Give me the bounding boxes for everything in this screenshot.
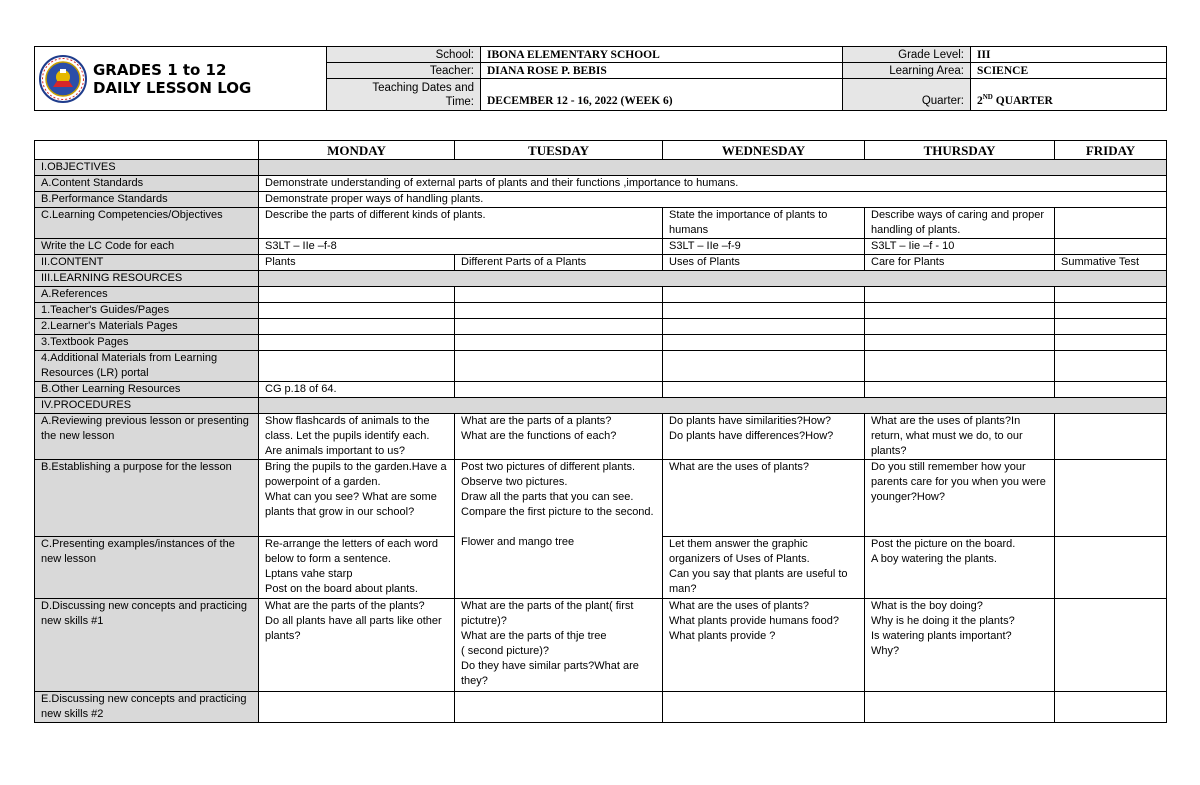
procedures-fill — [259, 398, 1167, 414]
competencies-fri — [1055, 208, 1167, 239]
establishing-wed: What are the uses of plants? — [663, 460, 865, 537]
cell — [1055, 319, 1167, 335]
quarter-sup: ND — [982, 93, 993, 102]
competencies-mon-tue: Describe the parts of different kinds of plants. — [259, 208, 663, 239]
cell — [865, 287, 1055, 303]
cell — [1055, 599, 1167, 692]
row-other-resources: B.Other Learning Resources — [35, 382, 259, 398]
competencies-thu: Describe ways of caring and proper handling of plants. — [865, 208, 1055, 239]
teacher-label: Teacher: — [327, 63, 481, 79]
presenting-wed: Let them answer the graphic organizers of Uses of Plants. Can you say that plants are useful to man? — [663, 537, 865, 599]
row-competencies: C.Learning Competencies/Objectives — [35, 208, 259, 239]
row-objectives: I.OBJECTIVES — [35, 160, 259, 176]
performance-standards-text: Demonstrate proper ways of handling plants. — [259, 192, 1167, 208]
cell — [1055, 287, 1167, 303]
presenting-thu: Post the picture on the board. A boy watering the plants. — [865, 537, 1055, 599]
dates-label-line-1: Teaching Dates and — [372, 81, 474, 94]
lc-mon-tue: S3LT – IIe –f-8 — [259, 239, 663, 255]
row-teachers-guides: 1.Teacher's Guides/Pages — [35, 303, 259, 319]
cell — [259, 335, 455, 351]
cell — [259, 692, 455, 723]
day-tuesday: TUESDAY — [455, 141, 663, 160]
cell — [1055, 537, 1167, 599]
cell — [455, 382, 663, 398]
corner-cell — [35, 141, 259, 160]
cell — [1055, 460, 1167, 537]
cell — [259, 319, 455, 335]
title-cell — [35, 47, 327, 111]
cell — [455, 351, 663, 382]
cell — [1055, 382, 1167, 398]
cell — [865, 319, 1055, 335]
learning-resources-fill — [259, 271, 1167, 287]
content-wed: Uses of Plants — [663, 255, 865, 271]
cell — [663, 382, 865, 398]
content-standards-text: Demonstrate understanding of external parts of plants and their functions ,importance to humans. — [259, 176, 1167, 192]
cell — [663, 351, 865, 382]
cell — [865, 335, 1055, 351]
row-textbook-pages: 3.Textbook Pages — [35, 335, 259, 351]
row-learners-materials: 2.Learner's Materials Pages — [35, 319, 259, 335]
reviewing-wed: Do plants have similarities?How? Do plants have differences?How? — [663, 414, 865, 460]
lc-wed: S3LT – IIe –f-9 — [663, 239, 865, 255]
reviewing-mon: Show flashcards of animals to the class. Let the pupils identify each. Are animals important to us? — [259, 414, 455, 460]
cell — [259, 303, 455, 319]
title-line-2: DAILY LESSON LOG — [93, 78, 252, 97]
lesson-log-table — [34, 140, 1167, 723]
cell — [663, 287, 865, 303]
cell — [1055, 414, 1167, 460]
day-friday: FRIDAY — [1055, 141, 1167, 160]
competencies-wed: State the importance of plants to humans — [663, 208, 865, 239]
cell — [1055, 303, 1167, 319]
row-discussing-2: E.Discussing new concepts and practicing new skills #2 — [35, 692, 259, 723]
cell — [1055, 692, 1167, 723]
header-table — [34, 46, 1167, 111]
content-tue: Different Parts of a Plants — [455, 255, 663, 271]
discussing1-mon: What are the parts of the plants? Do all plants have all parts like other plants? — [259, 599, 455, 692]
reviewing-tue: What are the parts of a plants? What are the functions of each? — [455, 414, 663, 460]
cell — [865, 382, 1055, 398]
teacher-value: DIANA ROSE P. BEBIS — [481, 63, 843, 79]
row-procedures: IV.PROCEDURES — [35, 398, 259, 414]
content-fri: Summative Test — [1055, 255, 1167, 271]
discussing1-tue: What are the parts of the plant( first pictutre)? What are the parts of thje tree ( second picture)? Do they have similar parts?What are they? — [455, 599, 663, 692]
row-lc-code: Write the LC Code for each — [35, 239, 259, 255]
cell — [259, 287, 455, 303]
discussing1-wed: What are the uses of plants? What plants provide humans food? What plants provide ? — [663, 599, 865, 692]
objectives-fill — [259, 160, 1167, 176]
reviewing-thu: What are the uses of plants?In return, what must we do, to our plants? — [865, 414, 1055, 460]
cell — [1055, 351, 1167, 382]
dates-label — [327, 79, 481, 111]
cell — [663, 303, 865, 319]
cell — [455, 287, 663, 303]
day-monday: MONDAY — [259, 141, 455, 160]
cell — [865, 692, 1055, 723]
cell — [259, 351, 455, 382]
quarter-num: 2 — [977, 95, 983, 107]
lesson-log-body — [34, 140, 1166, 723]
lc-fri — [1055, 239, 1167, 255]
cell — [455, 692, 663, 723]
content-mon: Plants — [259, 255, 455, 271]
cell — [455, 335, 663, 351]
cell — [865, 351, 1055, 382]
quarter-text: QUARTER — [992, 95, 1053, 107]
establishing-tue-text: Post two pictures of different plants. Observe two pictures. Draw all the parts that you can see. Compare the first picture to the second. — [461, 461, 654, 518]
row-content: II.CONTENT — [35, 255, 259, 271]
cell — [663, 319, 865, 335]
school-label: School: — [327, 47, 481, 63]
row-references: A.References — [35, 287, 259, 303]
cell — [455, 319, 663, 335]
establishing-tue-example: Flower and mango tree — [461, 536, 575, 548]
learning-area-value: SCIENCE — [971, 63, 1167, 79]
establishing-tue — [455, 460, 663, 599]
row-establishing: B.Establishing a purpose for the lesson — [35, 460, 259, 537]
cell — [865, 303, 1055, 319]
quarter-label: Quarter: — [843, 79, 971, 111]
day-thursday: THURSDAY — [865, 141, 1055, 160]
cell — [663, 335, 865, 351]
cell — [1055, 335, 1167, 351]
row-reviewing: A.Reviewing previous lesson or presenting the new lesson — [35, 414, 259, 460]
discussing1-thu: What is the boy doing? Why is he doing it the plants? Is watering plants important? Why? — [865, 599, 1055, 692]
lc-thu: S3LT – Iie –f - 10 — [865, 239, 1055, 255]
row-additional-materials: 4.Additional Materials from Learning Resources (LR) portal — [35, 351, 259, 382]
cell — [663, 692, 865, 723]
learning-area-label: Learning Area: — [843, 63, 971, 79]
other-resources-mon: CG p.18 of 64. — [259, 382, 455, 398]
row-learning-resources: III.LEARNING RESOURCES — [35, 271, 259, 287]
school-value: IBONA ELEMENTARY SCHOOL — [481, 47, 843, 63]
dates-value: DECEMBER 12 - 16, 2022 (WEEK 6) — [481, 79, 843, 111]
presenting-mon: Re-arrange the letters of each word below to form a sentence. Lptans vahe starp Post on the board about plants. — [259, 537, 455, 599]
day-wednesday: WEDNESDAY — [663, 141, 865, 160]
deped-seal-icon — [39, 55, 87, 103]
cell — [455, 303, 663, 319]
dates-label-line-2: Time: — [445, 95, 474, 108]
establishing-thu: Do you still remember how your parents care for you when you were younger?How? — [865, 460, 1055, 537]
establishing-mon: Bring the pupils to the garden.Have a powerpoint of a garden. What can you see? What are some plants that grow in our school? — [259, 460, 455, 537]
lesson-log-header — [34, 46, 1166, 110]
quarter-value — [971, 79, 1167, 111]
row-presenting: C.Presenting examples/instances of the new lesson — [35, 537, 259, 599]
grade-level-label: Grade Level: — [843, 47, 971, 63]
content-thu: Care for Plants — [865, 255, 1055, 271]
row-performance-standards: B.Performance Standards — [35, 192, 259, 208]
row-discussing-1: D.Discussing new concepts and practicing new skills #1 — [35, 599, 259, 692]
grade-level-value: III — [971, 47, 1167, 63]
title-line-1: GRADES 1 to 12 — [93, 60, 227, 79]
row-content-standards: A.Content Standards — [35, 176, 259, 192]
